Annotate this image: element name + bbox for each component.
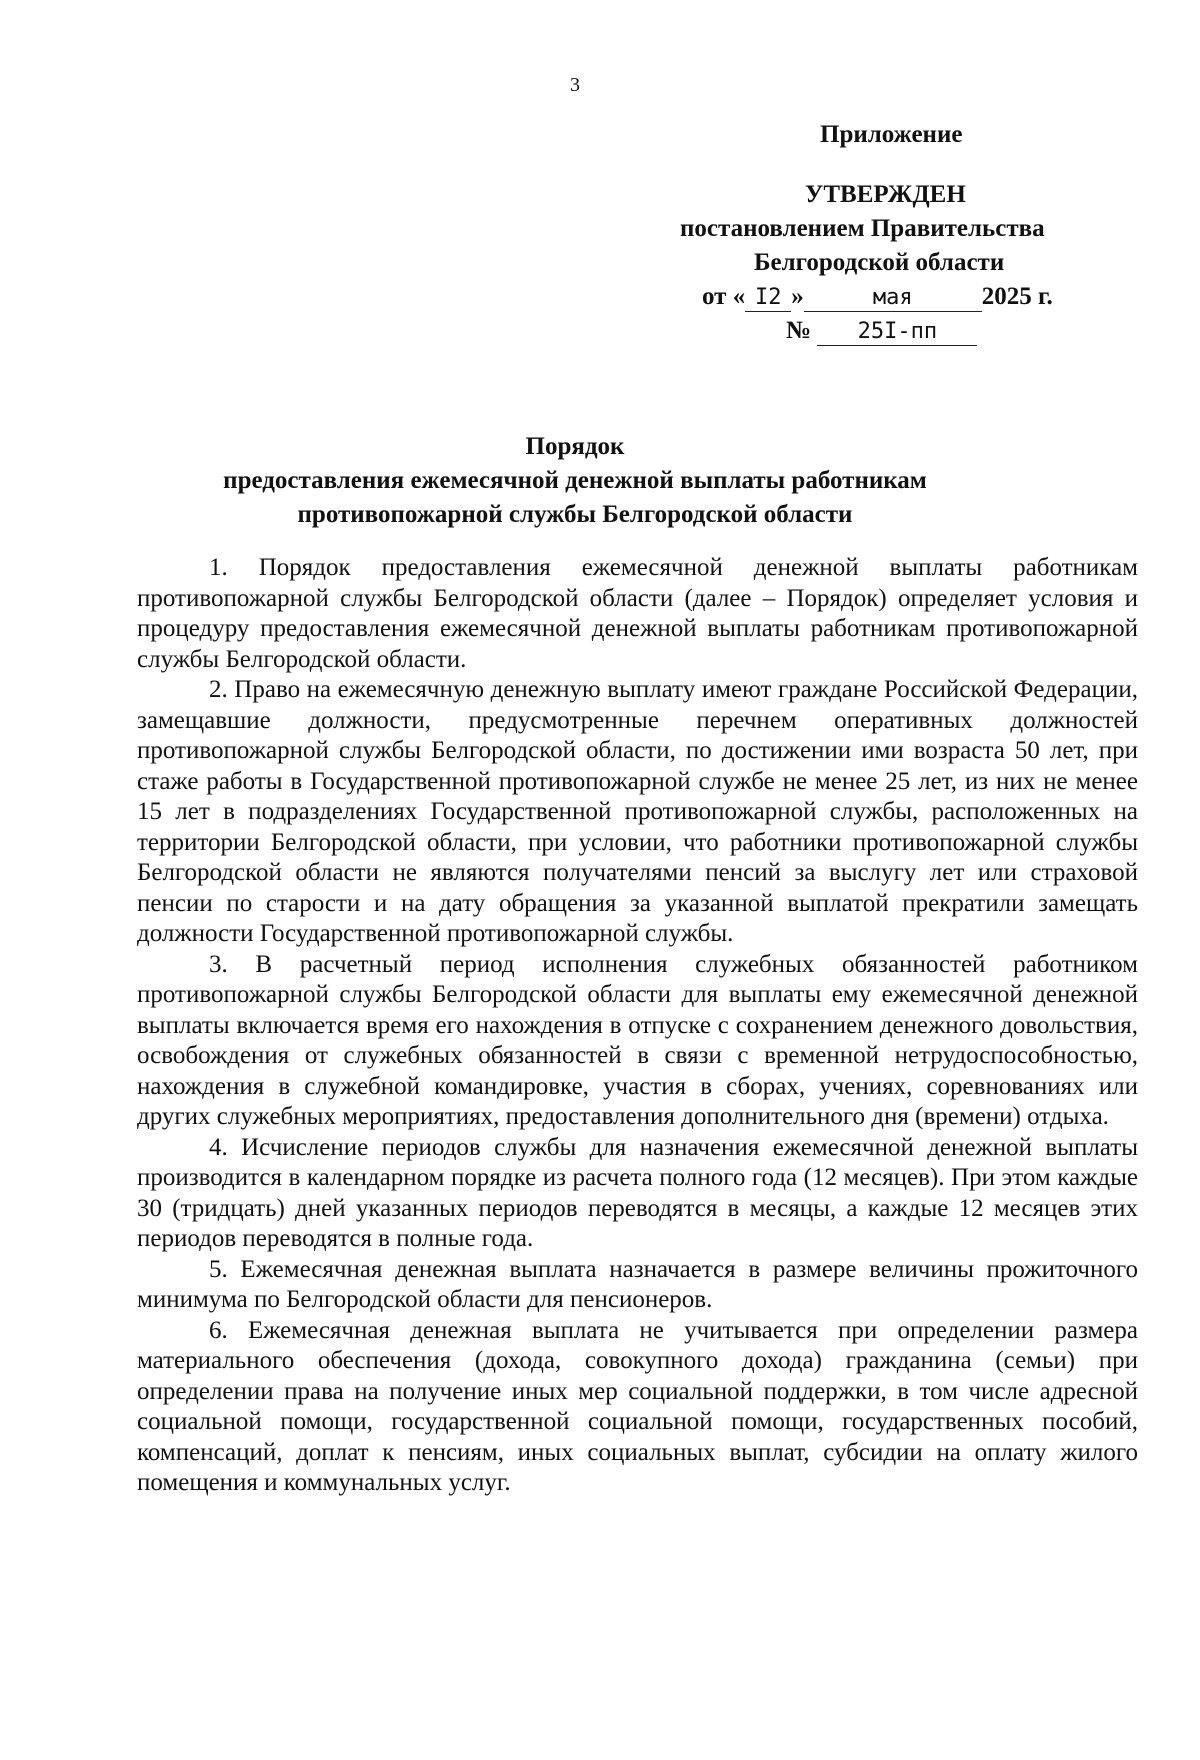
paragraph-2: 2. Право на ежемесячную денежную выплату имеют граждане Российской Федерации, замещавшие должности, предусмотренные перечнем оперативных должностей противопожарной службы Белгородской области, по достижении ими возраста 50 лет, при стаже работы в Государственной противопожарной службе не менее 25 лет, из них не менее 15 лет в подразделениях Государственной противопожарной службы, расположенных на территории Белгородской области, при условии, что работники противопожарной службы Белгородской области не являются получателями пенсий за выслугу лет или страховой пенсии по старости и на дату обращения за указанной выплатой прекратили замещать должности Государственной противопожарной службы. xyxy=(137,676,1138,947)
paragraph-6: 6. Ежемесячная денежная выплата не учитывается при определении размера материального обеспечения (дохода, совокупного дохода) гражданина (семьи) при определении права на получение иных мер социальной поддержки, в том числе адресной социальной помощи, государственной социальной помощи, государственных пособий, компенсаций, доплат к пенсиям, иных социальных выплат, субсидии на оплату жилого помещения и коммунальных услуг. xyxy=(137,1316,1138,1496)
document-title xyxy=(0,430,1150,532)
paragraph-5: 5. Ежемесячная денежная выплата назначается в размере величины прожиточного минимума по Белгородской области для пенсионеров. xyxy=(137,1255,1138,1313)
page-number: 3 xyxy=(570,74,580,96)
approved-label: УТВЕРЖДЕН xyxy=(805,181,966,208)
title-line-3: противопожарной службы Белгородской области xyxy=(297,501,853,528)
paragraph-3: 3. В расчетный период исполнения служебных обязанностей работником противопожарной службы Белгородской области для выплаты ему ежемесячной денежной выплаты включается время его нахождения в отпуске с сохранением денежного довольствия, освобождения от служебных обязанностей в связи с временной нетрудоспособностью, нахождения в служебной командировке, участия в сборах, учениях, соревнованиях или других служебных мероприятиях, предоставления дополнительного дня (времени) отдыха. xyxy=(137,950,1138,1130)
date-prefix: от « xyxy=(702,283,746,310)
date-day: I2 xyxy=(745,285,791,312)
number-value: 25I-пп xyxy=(817,319,977,346)
date-year: 2025 г. xyxy=(981,283,1053,310)
paragraph-1: 1. Порядок предоставления ежемесячной денежной выплаты работникам противопожарной службы Белгородской области (далее – Порядок) определяет условия и процедуру предоставления ежемесячной денежной выплаты работникам противопожарной службы Белгородской области. xyxy=(137,554,1138,673)
number-sign: № xyxy=(786,317,812,344)
date-close: » xyxy=(791,283,804,310)
decree-label: постановлением Правительства xyxy=(680,215,1045,242)
document-body xyxy=(137,553,1138,1499)
appendix-label: Приложение xyxy=(820,121,963,148)
title-line-1: Порядок xyxy=(525,433,625,460)
paragraph-4: 4. Исчисление периодов службы для назначения ежемесячной денежной выплаты производится в календарном порядке из расчета полного года (12 месяцев). При этом каждые 30 (тридцать) дней указанных периодов переводятся в месяцы, а каждые 12 месяцев этих периодов переводятся в полные года. xyxy=(137,1133,1138,1252)
approval-number xyxy=(786,314,977,348)
approval-date xyxy=(702,280,1053,314)
date-month: мая xyxy=(804,285,982,312)
region-label: Белгородской области xyxy=(754,249,1005,276)
title-line-2: предоставления ежемесячной денежной выплаты работникам xyxy=(223,467,927,494)
